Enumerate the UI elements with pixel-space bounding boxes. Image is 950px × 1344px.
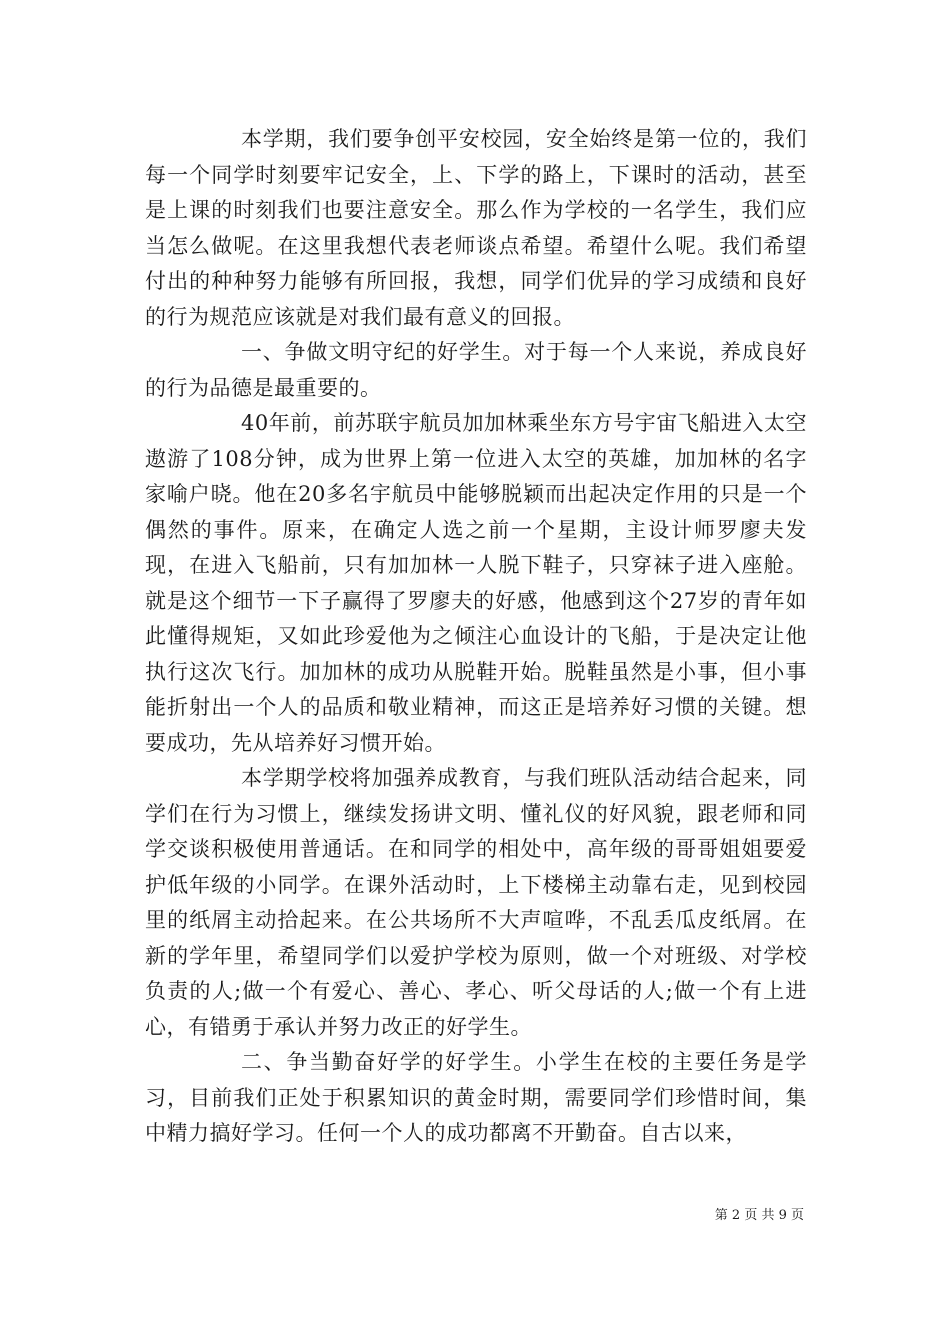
body-text bbox=[145, 122, 807, 1152]
paragraph-gagarin-story: 40年前，前苏联宇航员加加林乘坐东方号宇宙飞船进入太空遨游了108分钟，成为世界上第一位进入太空的英雄，加加林的名字家喻户晓。他在20多名宇航员中能够脱颖而出起决定作用的只是一个偶然的事件。原来，在确定人选之前一个星期，主设计师罗廖夫发现，在进入飞船前，只有加加林一人脱下鞋子，只穿袜子进入座舱。就是这个细节一下子赢得了罗廖夫的好感，他感到这个27岁的青年如此懂得规矩，又如此珍爱他为之倾注心血设计的飞船，于是决定让他执行这次飞行。加加林的成功从脱鞋开始。脱鞋虽然是小事，但小事能折射出一个人的品质和敬业精神，而这正是培养好习惯的关键。想要成功，先从培养好习惯开始。 bbox=[145, 411, 807, 755]
paragraph-section-two: 二、争当勤奋好学的好学生。小学生在校的主要任务是学习，目前我们正处于积累知识的黄金时期，需要同学们珍惜时间，集中精力搞好学习。任何一个人的成功都离不开勤奋。自古以来， bbox=[145, 1050, 807, 1145]
paragraph-habits: 本学期学校将加强养成教育，与我们班队活动结合起来，同学们在行为习惯上，继续发扬讲文明、懂礼仪的好风貌，跟老师和同学交谈积极使用普通话。在和同学的相处中，高年级的哥哥姐姐要爱护低年级的小同学。在课外活动时，上下楼梯主动靠右走，见到校园里的纸屑主动拾起来。在公共场所不大声喧哗，不乱丢瓜皮纸屑。在新的学年里，希望同学们以爱护学校为原则，做一个对班级、对学校负责的人;做一个有爱心、善心、孝心、听父母话的人;做一个有上进心，有错勇于承认并努力改正的好学生。 bbox=[145, 766, 807, 1039]
paragraph-section-one: 一、争做文明守纪的好学生。对于每一个人来说，养成良好的行为品德是最重要的。 bbox=[145, 340, 807, 400]
page-number: 第 2 页 共 9 页 bbox=[714, 1208, 804, 1223]
paragraph-safety: 本学期，我们要争创平安校园，安全始终是第一位的，我们每一个同学时刻要牢记安全，上、下学的路上，下课时的活动，甚至是上课的时刻我们也要注意安全。那么作为学校的一名学生，我们应当怎么做呢。在这里我想代表老师谈点希望。希望什么呢。我们希望付出的种种努力能够有所回报，我想，同学们优异的学习成绩和良好的行为规范应该就是对我们最有意义的回报。 bbox=[145, 127, 807, 329]
